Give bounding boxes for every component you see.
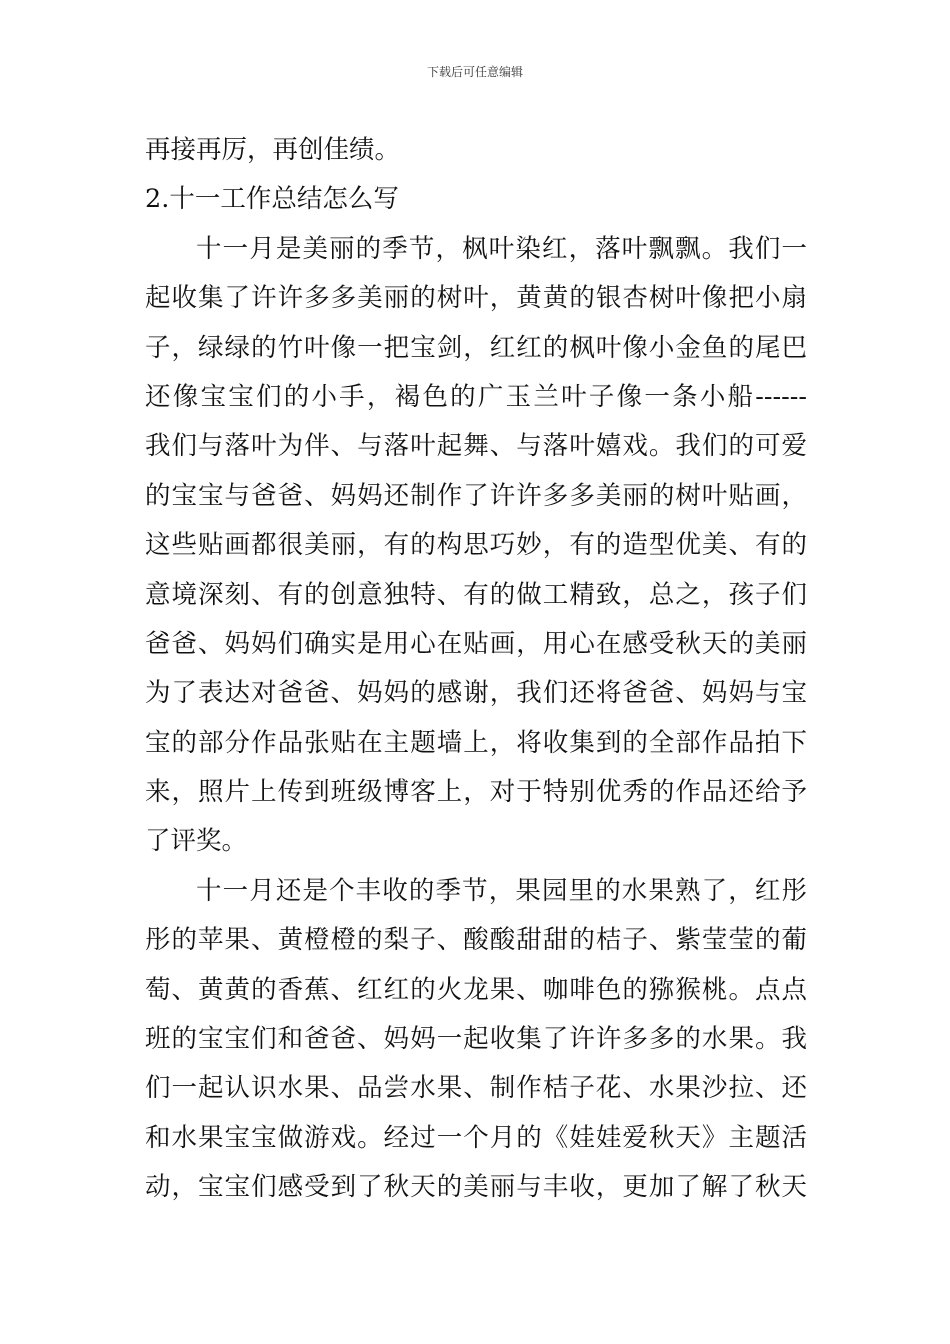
text-line: 班的宝宝们和爸爸、妈妈一起收集了许许多多的水果。我	[145, 1024, 807, 1055]
text-line: 们一起认识水果、品尝水果、制作桔子花、水果沙拉、还	[145, 1073, 807, 1104]
text-line: 萄、黄黄的香蕉、红红的火龙果、咖啡色的猕猴桃。点点	[145, 974, 807, 1005]
text-line: 来，照片上传到班级博客上，对于特别优秀的作品还给予	[145, 777, 807, 808]
text-line: 还像宝宝们的小手，褐色的广玉兰叶子像一条小船------	[145, 381, 807, 412]
text-line: 子，绿绿的竹叶像一把宝剑，红红的枫叶像小金鱼的尾巴	[145, 332, 807, 363]
text-line: 和水果宝宝做游戏。经过一个月的《娃娃爱秋天》主题活	[145, 1122, 807, 1153]
text-line: 十一月还是个丰收的季节，果园里的水果熟了，红彤	[196, 875, 807, 906]
text-line: 为了表达对爸爸、妈妈的感谢，我们还将爸爸、妈妈与宝	[145, 678, 807, 709]
text-line: 我们与落叶为伴、与落叶起舞、与落叶嬉戏。我们的可爱	[145, 431, 807, 462]
text-line: 十一月是美丽的季节，枫叶染红，落叶飘飘。我们一	[196, 233, 807, 264]
text-line: 爸爸、妈妈们确实是用心在贴画，用心在感受秋天的美丽	[145, 628, 807, 659]
text-line: 彤的苹果、黄橙橙的梨子、酸酸甜甜的桔子、紫莹莹的葡	[145, 925, 807, 956]
document-body	[145, 126, 807, 1213]
text-line: 的宝宝与爸爸、妈妈还制作了许许多多美丽的树叶贴画，	[145, 480, 807, 511]
text-line: 宝的部分作品张贴在主题墙上，将收集到的全部作品拍下	[145, 727, 807, 758]
page-header: 下载后可任意编辑	[426, 65, 523, 79]
text-line: 动，宝宝们感受到了秋天的美丽与丰收，更加了解了秋天	[145, 1172, 807, 1203]
text-line: 这些贴画都很美丽，有的构思巧妙，有的造型优美、有的	[145, 530, 807, 561]
text-line: 了评奖。	[145, 826, 248, 857]
section-heading: 2.十一工作总结怎么写	[145, 184, 399, 215]
text-line: 再接再厉，再创佳绩。	[145, 135, 401, 165]
text-line: 起收集了许许多多美丽的树叶，黄黄的银杏树叶像把小扇	[145, 283, 807, 314]
text-line: 意境深刻、有的创意独特、有的做工精致，总之，孩子们	[145, 579, 807, 610]
